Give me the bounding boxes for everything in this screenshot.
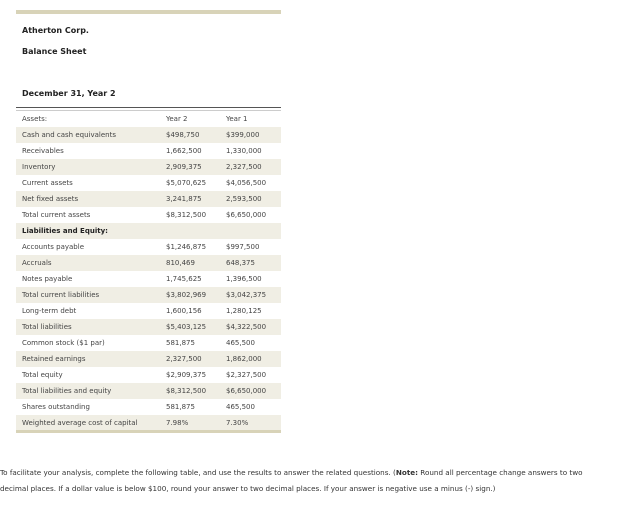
row-year-1: $6,650,000 <box>226 383 281 399</box>
row-year-1: $6,650,000 <box>226 211 267 219</box>
table-row <box>16 255 281 271</box>
row-label: Total liabilities <box>16 319 166 335</box>
table-row <box>16 239 281 255</box>
table-top-rule <box>16 107 281 108</box>
row-year-1: 1,280,125 <box>226 307 262 315</box>
row-year-2: 3,241,875 <box>166 191 226 207</box>
header-assets: Assets: <box>16 111 166 128</box>
instructions-intro: To facilitate your analysis, complete the following table, and use the results to answer the related questions. ( <box>0 468 396 477</box>
row-label: Net fixed assets <box>16 191 166 207</box>
note-text: Round all percentage change answers to two decimal places. If a dollar value is below $100, round your answer to two decimal places. If your answer is negative use a minus (-) sign.) <box>0 468 583 493</box>
row-year-2: 2,327,500 <box>166 351 226 367</box>
row-label: Receivables <box>22 147 64 155</box>
row-label: Total equity <box>22 371 63 379</box>
note-label: Note: <box>395 468 418 477</box>
balance-sheet-table <box>16 110 281 431</box>
row-label: Shares outstanding <box>22 403 90 411</box>
row-label: Accruals <box>16 255 166 271</box>
row-year-1 <box>226 223 281 239</box>
row-year-1: 465,500 <box>226 403 255 411</box>
table-row <box>16 175 281 191</box>
row-label: Accounts payable <box>22 243 84 251</box>
row-year-2: 810,469 <box>166 255 226 271</box>
row-label: Total current assets <box>22 211 91 219</box>
row-year-2: $1,246,875 <box>166 243 207 251</box>
table-row <box>16 207 281 223</box>
row-year-1: 1,396,500 <box>226 275 262 283</box>
row-year-1: 2,327,500 <box>226 159 281 175</box>
row-year-2: $498,750 <box>166 127 226 143</box>
header-year-1: Year 1 <box>226 111 281 128</box>
row-year-2: $5,070,625 <box>166 179 207 187</box>
table-row <box>16 383 281 399</box>
table-header-row <box>16 111 281 128</box>
row-year-1: $4,056,500 <box>226 179 267 187</box>
table-row <box>16 143 281 159</box>
row-year-1: 648,375 <box>226 255 281 271</box>
top-divider <box>16 10 281 14</box>
section-heading: Liabilities and Equity: <box>16 223 166 239</box>
row-year-2: $8,312,500 <box>166 211 207 219</box>
row-year-2: 7.98% <box>166 415 226 431</box>
table-row <box>16 335 281 351</box>
row-year-2: 1,745,625 <box>166 275 202 283</box>
statement-date: December 31, Year 2 <box>22 89 116 98</box>
row-label: Long-term debt <box>22 307 77 315</box>
row-label: Weighted average cost of capital <box>16 415 166 431</box>
row-label: Inventory <box>16 159 166 175</box>
row-label: Total current liabilities <box>16 287 166 303</box>
section-heading-row <box>16 223 281 239</box>
row-label: Total liabilities and equity <box>16 383 166 399</box>
row-year-2: 581,875 <box>166 339 195 347</box>
row-year-1: $997,500 <box>226 243 260 251</box>
table-row <box>16 319 281 335</box>
row-year-1: 7.30% <box>226 415 281 431</box>
row-label: Cash and cash equivalents <box>16 127 166 143</box>
table-row <box>16 191 281 207</box>
row-year-2: $2,909,375 <box>166 371 207 379</box>
row-year-1: $3,042,375 <box>226 287 281 303</box>
row-year-2: $5,403,125 <box>166 319 226 335</box>
row-year-2: 1,600,156 <box>166 307 202 315</box>
row-year-1: $2,327,500 <box>226 371 267 379</box>
row-label: Common stock ($1 par) <box>22 339 105 347</box>
statement-title: Balance Sheet <box>22 47 87 56</box>
table-row <box>16 399 281 415</box>
row-year-2: $3,802,969 <box>166 287 226 303</box>
row-year-1: $4,322,500 <box>226 319 281 335</box>
instructions-text <box>0 465 612 497</box>
row-year-2: 2,909,375 <box>166 159 226 175</box>
table-row <box>16 351 281 367</box>
row-year-1: $399,000 <box>226 127 281 143</box>
row-year-2: $8,312,500 <box>166 383 226 399</box>
row-label: Notes payable <box>22 275 73 283</box>
table-row <box>16 159 281 175</box>
row-year-2: 1,662,500 <box>166 147 202 155</box>
company-name: Atherton Corp. <box>22 26 89 35</box>
table-row <box>16 303 281 319</box>
table-row <box>16 367 281 383</box>
row-year-1: 1,330,000 <box>226 147 262 155</box>
row-label: Retained earnings <box>16 351 166 367</box>
row-year-1: 1,862,000 <box>226 351 281 367</box>
table-row <box>16 415 281 431</box>
row-label: Current assets <box>22 179 73 187</box>
table-row <box>16 287 281 303</box>
row-year-2 <box>166 223 226 239</box>
table-row <box>16 271 281 287</box>
row-year-1: 2,593,500 <box>226 191 281 207</box>
table-bottom-rule <box>16 430 281 433</box>
row-year-1: 465,500 <box>226 339 255 347</box>
row-year-2: 581,875 <box>166 403 195 411</box>
header-year-2: Year 2 <box>166 111 226 128</box>
table-row <box>16 127 281 143</box>
